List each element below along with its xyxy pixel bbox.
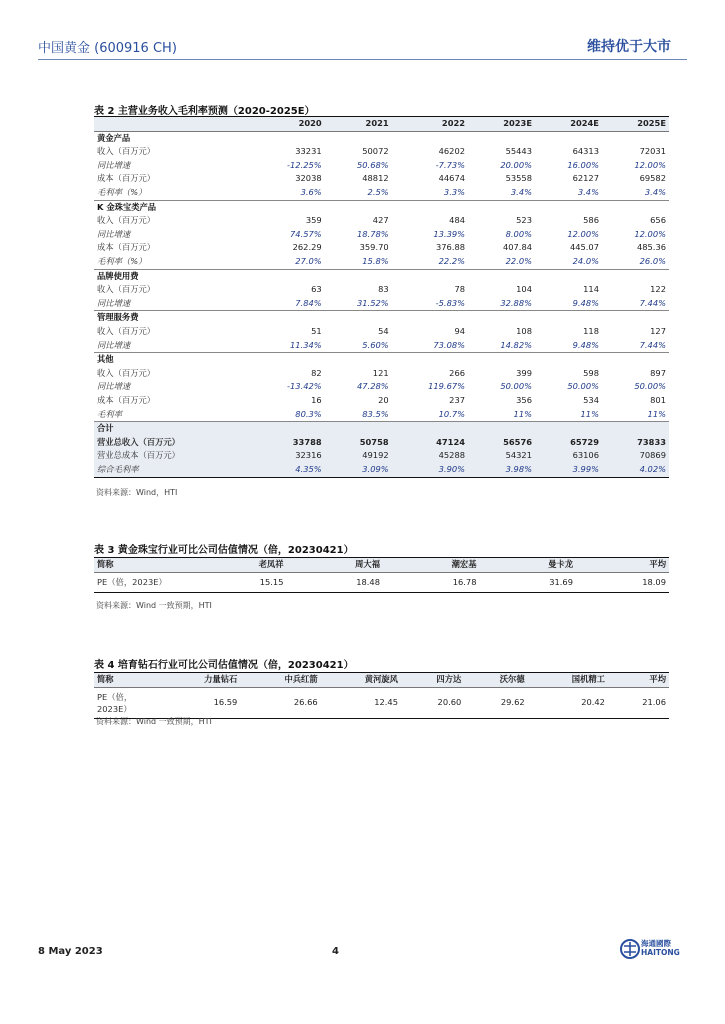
data-cell: 9.48%	[535, 297, 602, 311]
section-row	[94, 269, 669, 283]
data-cell: 3.99%	[535, 463, 602, 477]
data-cell: 31.52%	[325, 297, 392, 311]
row-label: PE（倍，2023E）	[94, 572, 190, 593]
row-label: 同比增速	[94, 297, 252, 311]
data-cell: 47124	[392, 436, 468, 450]
data-cell: 55443	[505, 146, 532, 157]
data-cell: 7.84%	[252, 297, 324, 311]
table3-source: 资料来源：Wind 一致预期，HTI	[96, 601, 212, 610]
data-cell: 46202	[438, 146, 466, 157]
data-cell: 31.69	[480, 572, 577, 593]
data-cell: 262.29	[292, 242, 322, 253]
data-cell: 586	[583, 215, 599, 226]
row-label: 成本（百万元）	[97, 173, 156, 184]
data-cell: 29.62	[464, 687, 527, 718]
table-row	[94, 325, 669, 339]
row-label: 收入（百万元）	[97, 367, 156, 378]
table-row	[94, 687, 669, 718]
data-cell: 82	[311, 367, 322, 378]
section-row	[94, 200, 669, 214]
row-label: 成本（百万元）	[97, 394, 156, 405]
data-cell: 12.00%	[634, 228, 666, 239]
data-cell: 70869	[602, 449, 669, 463]
report-company-ticker: 中国黄金 (600916 CH)	[38, 41, 177, 56]
data-cell: 3.3%	[392, 186, 468, 200]
row-label: PE（倍，2023E）	[94, 687, 160, 718]
data-cell: 80.3%	[252, 408, 324, 422]
data-cell: 11%	[535, 408, 602, 422]
data-cell: 50.00%	[634, 381, 666, 392]
column-header: 2025E	[637, 118, 666, 128]
row-label: 营业总收入（百万元）	[94, 436, 252, 450]
table-row	[94, 408, 669, 422]
column-header: 黄河旋风	[364, 674, 398, 684]
data-cell: 108	[516, 326, 532, 337]
header-divider	[38, 59, 687, 60]
row-label: 成本（百万元）	[97, 242, 156, 253]
data-cell: 18.09	[576, 572, 669, 593]
data-cell: 48812	[362, 173, 389, 184]
data-cell: 21.06	[608, 687, 669, 718]
row-label: 营业总成本（百万元）	[94, 449, 252, 463]
data-cell: 7.44%	[602, 339, 669, 353]
section-row	[94, 131, 669, 145]
column-header: 平均	[649, 559, 666, 569]
data-cell: 49192	[325, 449, 392, 463]
section-name: 品牌使用费	[97, 270, 139, 281]
data-cell: 54	[378, 326, 389, 337]
data-cell: 63106	[535, 449, 602, 463]
data-cell: 118	[583, 326, 599, 337]
section-name: 合计	[94, 422, 669, 436]
data-cell: 18.78%	[357, 228, 389, 239]
data-cell: 11%	[602, 408, 669, 422]
data-cell: 62127	[572, 173, 599, 184]
data-cell: 485.36	[636, 242, 666, 253]
table4-cultivated-diamond-valuation	[94, 672, 669, 719]
table-row	[94, 449, 669, 463]
table4-title: 表 4 培育钻石行业可比公司估值情况（倍，20230421）	[94, 660, 354, 671]
data-cell: -5.83%	[392, 297, 468, 311]
data-cell: 4.35%	[252, 463, 324, 477]
data-cell: 534	[583, 394, 599, 405]
column-header: 简称	[97, 559, 114, 569]
data-cell: 7.44%	[602, 297, 669, 311]
data-cell: 407.84	[502, 242, 532, 253]
data-cell: 51	[311, 326, 322, 337]
data-cell: 3.4%	[602, 186, 669, 200]
data-cell: 8.00%	[505, 228, 532, 239]
data-cell: 16.59	[160, 687, 240, 718]
column-header: 中兵红箭	[284, 674, 318, 684]
table-row	[94, 172, 669, 186]
data-cell: 63	[311, 284, 322, 295]
table3-gold-jewelry-valuation	[94, 557, 669, 593]
data-cell: 26.0%	[602, 255, 669, 269]
table2-title: 表 2 主营业务收入毛利率预测（2020-2025E）	[94, 106, 315, 117]
table2-header-row	[94, 117, 669, 132]
table-row	[94, 394, 669, 408]
table-row	[94, 145, 669, 159]
data-cell: 3.4%	[468, 186, 535, 200]
data-cell: 399	[516, 367, 532, 378]
data-cell: 15.8%	[325, 255, 392, 269]
data-cell: 32316	[252, 449, 324, 463]
footer-date: 8 May 2023	[38, 946, 103, 957]
row-label: 毛利率	[94, 408, 252, 422]
row-label: 综合毛利率	[94, 463, 252, 477]
data-cell: -7.73%	[435, 159, 466, 170]
data-cell: 16.78	[383, 572, 480, 593]
data-cell: 237	[449, 394, 466, 405]
data-cell: 127	[650, 326, 666, 337]
data-cell: 53558	[505, 173, 532, 184]
data-cell: 22.0%	[468, 255, 535, 269]
data-cell: 50072	[362, 146, 389, 157]
table3-title: 表 3 黄金珠宝行业可比公司估值情况（倍，20230421）	[94, 545, 354, 556]
data-cell: 74.57%	[290, 228, 322, 239]
section-name: 黄金产品	[97, 132, 131, 143]
data-cell: 50.00%	[567, 381, 599, 392]
table-row	[94, 297, 669, 311]
column-header: 国机精工	[571, 674, 605, 684]
data-cell: 50.00%	[500, 381, 532, 392]
table2-revenue-margin-forecast	[94, 116, 669, 478]
column-header: 平均	[649, 674, 666, 684]
data-cell: 3.4%	[535, 186, 602, 200]
logo-cn: 海通國際	[641, 939, 671, 948]
data-cell: 12.45	[321, 687, 401, 718]
data-cell: 72031	[639, 146, 666, 157]
data-cell: 56576	[468, 436, 535, 450]
row-label: 毛利率（%）	[94, 255, 252, 269]
data-cell: -13.42%	[287, 381, 322, 392]
data-cell: 12.00%	[567, 228, 599, 239]
table-row	[94, 228, 669, 242]
table4-source: 资料来源：Wind 一致预期，HTI	[96, 717, 212, 726]
table-row	[94, 463, 669, 477]
table-row	[94, 214, 669, 228]
table4-header-row	[94, 673, 669, 688]
column-header: 潮宏基	[451, 559, 477, 569]
data-cell: 356	[516, 394, 532, 405]
data-cell: 359	[305, 215, 322, 226]
column-header: 简称	[97, 674, 114, 684]
data-cell: 3.6%	[252, 186, 324, 200]
data-cell: 50758	[325, 436, 392, 450]
data-cell: 122	[650, 284, 666, 295]
section-row	[94, 353, 669, 367]
data-cell: 11.34%	[252, 339, 324, 353]
data-cell: 266	[449, 367, 466, 378]
column-header: 老凤祥	[258, 559, 284, 569]
row-label: 毛利率（%）	[94, 186, 252, 200]
table2-source: 资料来源：Wind，HTI	[96, 488, 178, 497]
data-cell: 114	[583, 284, 599, 295]
row-label: 同比增速	[97, 381, 131, 392]
data-cell: 27.0%	[252, 255, 324, 269]
data-cell: 32038	[295, 173, 322, 184]
data-cell: 2.5%	[325, 186, 392, 200]
data-cell: 16	[311, 394, 322, 405]
column-header: 沃尔德	[499, 674, 525, 684]
data-cell: 65729	[535, 436, 602, 450]
data-cell: 20.42	[528, 687, 608, 718]
data-cell: 45288	[392, 449, 468, 463]
data-cell: 20.60	[401, 687, 464, 718]
column-header: 2024E	[570, 118, 599, 128]
section-name: 其他	[97, 354, 114, 365]
data-cell: 3.90%	[392, 463, 468, 477]
data-cell: 13.39%	[433, 228, 466, 239]
table-row	[94, 572, 669, 593]
data-cell: 64313	[572, 146, 599, 157]
section-row	[94, 422, 669, 436]
row-label: 收入（百万元）	[97, 326, 156, 337]
table-row	[94, 380, 669, 394]
column-header: 2020	[298, 118, 322, 128]
table-row	[94, 241, 669, 255]
data-cell: 376.88	[435, 242, 466, 253]
data-cell: 26.66	[240, 687, 320, 718]
row-label: 同比增速	[97, 228, 131, 239]
data-cell: 897	[650, 367, 666, 378]
row-label: 收入（百万元）	[97, 215, 156, 226]
data-cell: 15.15	[190, 572, 287, 593]
table-row	[94, 339, 669, 353]
data-cell: 73833	[602, 436, 669, 450]
table-row	[94, 159, 669, 173]
data-cell: 656	[650, 215, 666, 226]
column-header: 周大福	[355, 559, 380, 569]
data-cell: 9.48%	[535, 339, 602, 353]
data-cell: 523	[516, 215, 532, 226]
data-cell: -12.25%	[287, 159, 322, 170]
data-cell: 14.82%	[468, 339, 535, 353]
column-header: 2022	[441, 118, 466, 128]
row-label: 收入（百万元）	[97, 284, 156, 295]
row-label: 同比增速	[94, 339, 252, 353]
section-name: K 金珠宝类产品	[97, 201, 157, 212]
data-cell: 20	[378, 394, 389, 405]
data-cell: 10.7%	[392, 408, 468, 422]
data-cell: 104	[516, 284, 532, 295]
data-cell: 427	[372, 215, 389, 226]
data-cell: 359.70	[359, 242, 389, 253]
data-cell: 18.48	[287, 572, 384, 593]
column-header: 2021	[365, 118, 389, 128]
data-cell: 33788	[252, 436, 324, 450]
data-cell: 78	[454, 284, 466, 295]
data-cell: 22.2%	[392, 255, 468, 269]
data-cell: 54321	[468, 449, 535, 463]
data-cell: 3.98%	[468, 463, 535, 477]
data-cell: 11%	[468, 408, 535, 422]
column-header: 曼卡龙	[548, 559, 573, 569]
data-cell: 83	[378, 284, 389, 295]
table-row	[94, 367, 669, 381]
data-cell: 121	[372, 367, 389, 378]
table-row	[94, 255, 669, 269]
data-cell: 12.00%	[634, 159, 666, 170]
table-row	[94, 186, 669, 200]
data-cell: 32.88%	[468, 297, 535, 311]
table-row	[94, 436, 669, 450]
table3-header-row	[94, 558, 669, 573]
data-cell: 3.09%	[325, 463, 392, 477]
data-cell: 47.28%	[357, 381, 389, 392]
data-cell: 4.02%	[602, 463, 669, 477]
row-label: 同比增速	[97, 159, 131, 170]
data-cell: 445.07	[569, 242, 599, 253]
data-cell: 69582	[639, 173, 666, 184]
section-row	[94, 311, 669, 325]
data-cell: 484	[449, 215, 466, 226]
table-row	[94, 283, 669, 297]
data-cell: 5.60%	[325, 339, 392, 353]
data-cell: 50.68%	[357, 159, 389, 170]
data-cell: 44674	[438, 173, 466, 184]
data-cell: 83.5%	[325, 408, 392, 422]
logo-en: HAITONG	[641, 948, 680, 957]
data-cell: 16.00%	[567, 159, 599, 170]
data-cell: 94	[454, 326, 466, 337]
data-cell: 73.08%	[392, 339, 468, 353]
section-name: 管理服务费	[97, 312, 139, 323]
data-cell: 598	[583, 367, 599, 378]
rating-label: 维持优于大市	[587, 39, 671, 55]
page-number: 4	[332, 946, 339, 957]
data-cell: 20.00%	[500, 159, 532, 170]
logo-wordmark	[641, 939, 680, 957]
column-header: 2023E	[503, 118, 532, 128]
column-header: 力量钻石	[204, 674, 238, 684]
data-cell: 119.67%	[428, 381, 466, 392]
data-cell: 24.0%	[535, 255, 602, 269]
header-blank	[94, 117, 252, 132]
data-cell: 33231	[295, 146, 322, 157]
row-label: 收入（百万元）	[97, 146, 156, 157]
data-cell: 801	[650, 394, 666, 405]
column-header: 四方达	[436, 674, 462, 684]
